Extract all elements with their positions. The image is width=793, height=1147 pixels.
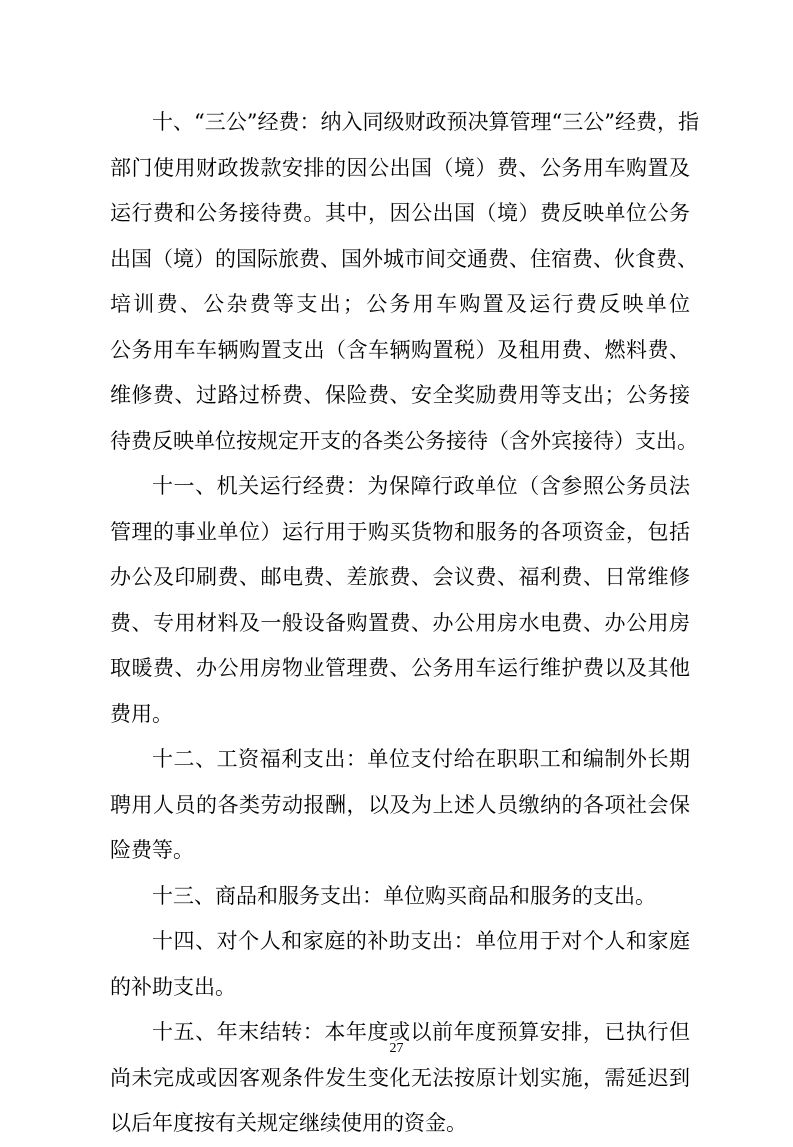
text-line: 聘用人员的各类劳动报酬，以及为上述人员缴纳的各项社会保 [110, 792, 690, 817]
text-line: 管理的事业单位）运行用于购买货物和服务的各项资金，包括 [110, 519, 690, 544]
text-line: 费用。 [110, 701, 173, 726]
text-line: 十五、年末结转：本年度或以前年度预算安排，已执行但 [152, 1020, 690, 1044]
text-line: 培训费、公杂费等支出；公务用车购置及运行费反映单位 [110, 292, 690, 316]
text-line: 待费反映单位按规定开支的各类公务接待（含外宾接待）支出。 [110, 428, 698, 453]
paragraph-goods-services [110, 874, 690, 920]
text-line: 部门使用财政拨款安排的因公出国（境）费、公务用车购置及 [110, 155, 690, 180]
text-line: 维修费、过路过桥费、保险费、安全奖励费用等支出；公务接 [110, 383, 690, 407]
paragraph-year-end-carryover [110, 1010, 690, 1147]
text-line: 十、“三公”经费：纳入同级财政预决算管理“三公”经费，指 [152, 110, 699, 134]
text-line: 十三、商品和服务支出：单位购买商品和服务的支出。 [152, 883, 656, 908]
paragraph-operating-expenses [110, 464, 690, 737]
text-line: 出国（境）的国际旅费、国外城市间交通费、住宿费、伙食费、 [110, 246, 698, 271]
paragraph-san-gong-expenses [110, 100, 699, 464]
text-line: 公务用车车辆购置支出（含车辆购置税）及租用费、燃料费、 [110, 337, 690, 362]
text-line: 费、专用材料及一般设备购置费、办公用房水电费、办公用房 [110, 610, 690, 635]
text-line: 以后年度按有关规定继续使用的资金。 [110, 1111, 467, 1135]
text-line: 险费等。 [110, 838, 194, 862]
page-number: 27 [389, 1041, 404, 1056]
body-text [110, 100, 699, 1147]
text-line: 运行费和公务接待费。其中，因公出国（境）费反映单位公务 [110, 201, 690, 225]
text-line: 十二、工资福利支出：单位支付给在职职工和编制外长期 [152, 747, 690, 771]
text-line: 取暖费、办公用房物业管理费、公务用车运行维护费以及其他 [110, 656, 690, 680]
text-line: 办公及印刷费、邮电费、差旅费、会议费、福利费、日常维修 [110, 565, 690, 589]
text-line: 十四、对个人和家庭的补助支出：单位用于对个人和家庭 [152, 929, 690, 953]
paragraph-wage-welfare [110, 737, 690, 874]
text-line: 的补助支出。 [110, 974, 236, 999]
text-line: 十一、机关运行经费：为保障行政单位（含参照公务员法 [152, 474, 690, 498]
paragraph-subsidies [110, 919, 690, 1010]
text-line: 尚未完成或因客观条件发生变化无法按原计划实施，需延迟到 [110, 1065, 690, 1090]
